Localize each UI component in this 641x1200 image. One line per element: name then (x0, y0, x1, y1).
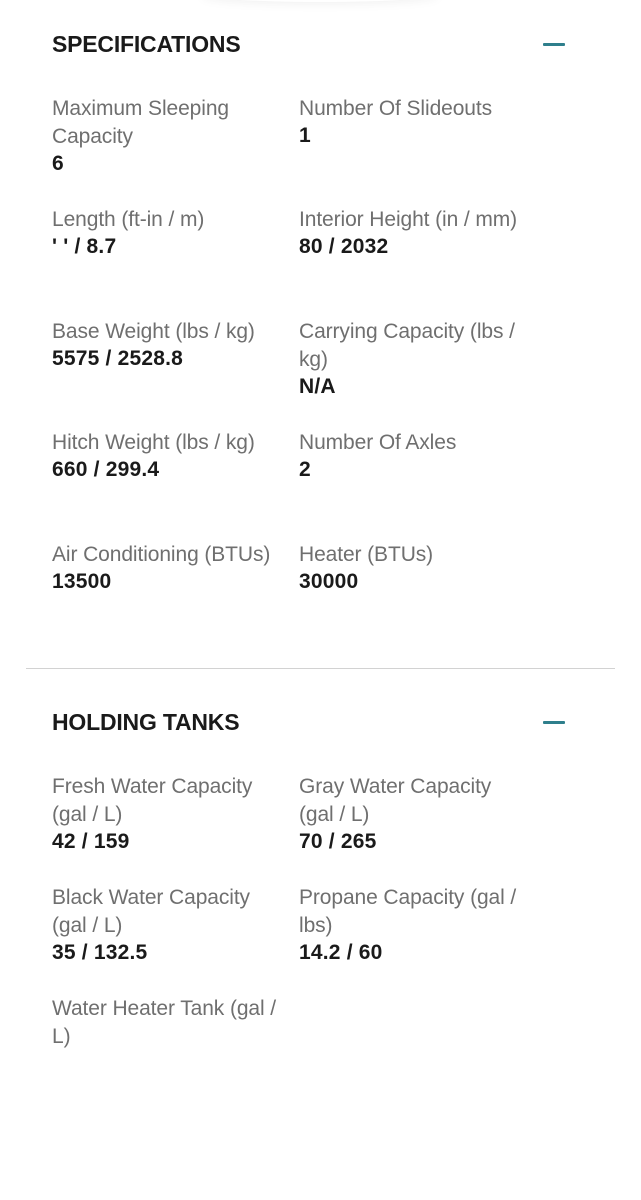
spec-value: 5575 / 2528.8 (52, 347, 184, 370)
holding-tanks-title: HOLDING TANKS (52, 709, 240, 735)
spec-value: 80 / 2032 (299, 235, 389, 258)
spec-item-axles (299, 429, 524, 482)
spec-value: 13500 (52, 570, 112, 593)
spec-label: Number Of Axles (299, 431, 457, 454)
spec-label: Water Heater Tank (gal / L) (52, 997, 277, 1048)
spec-value: 70 / 265 (299, 830, 377, 853)
spec-item-black-water (52, 884, 277, 965)
spec-value: N/A (299, 375, 336, 398)
spec-item-carrying-capacity (299, 318, 524, 399)
spec-item-slideouts (299, 95, 524, 148)
holding-tanks-collapse-button[interactable] (541, 709, 567, 735)
spec-label: Base Weight (lbs / kg) (52, 320, 255, 343)
spec-label: Maximum Sleeping Capacity (52, 97, 229, 148)
spec-label: Gray Water Capacity (gal / L) (299, 775, 492, 826)
spec-value: ' ' / 8.7 (52, 235, 117, 258)
spec-item-air-conditioning (52, 541, 277, 594)
spec-value: 35 / 132.5 (52, 941, 148, 964)
spec-label: Number Of Slideouts (299, 97, 493, 120)
spec-item-propane (299, 884, 524, 965)
spec-label: Air Conditioning (BTUs) (52, 543, 271, 566)
spec-label: Length (ft-in / m) (52, 208, 205, 231)
spec-item-interior-height (299, 206, 524, 259)
spec-value: 6 (52, 152, 64, 175)
spec-value: 42 / 159 (52, 830, 130, 853)
specifications-title: SPECIFICATIONS (52, 31, 241, 57)
spec-label: Carrying Capacity (lbs / kg) (299, 320, 515, 371)
spec-label: Black Water Capacity (gal / L) (52, 886, 250, 937)
spec-value: 1 (299, 124, 311, 147)
minus-icon (543, 43, 565, 46)
top-card-shadow (200, 0, 440, 2)
holding-tanks-header[interactable] (52, 707, 567, 737)
spec-value: 660 / 299.4 (52, 458, 160, 481)
spec-label: Hitch Weight (lbs / kg) (52, 431, 255, 454)
section-divider (26, 668, 615, 669)
specifications-header[interactable] (52, 29, 567, 59)
spec-item-gray-water (299, 773, 524, 854)
spec-label: Heater (BTUs) (299, 543, 434, 566)
spec-item-length (52, 206, 277, 259)
spec-item-max-sleeping-capacity (52, 95, 277, 176)
specifications-collapse-button[interactable] (541, 31, 567, 57)
spec-value: 2 (299, 458, 311, 481)
spec-value: 14.2 / 60 (299, 941, 383, 964)
spec-item-hitch-weight (52, 429, 277, 482)
minus-icon (543, 721, 565, 724)
spec-item-heater (299, 541, 524, 594)
spec-item-fresh-water (52, 773, 277, 854)
spec-item-base-weight (52, 318, 277, 371)
spec-item-water-heater-tank (52, 995, 277, 1051)
spec-value: 30000 (299, 570, 359, 593)
spec-label: Interior Height (in / mm) (299, 208, 518, 231)
spec-label: Fresh Water Capacity (gal / L) (52, 775, 253, 826)
spec-label: Propane Capacity (gal / lbs) (299, 886, 517, 937)
